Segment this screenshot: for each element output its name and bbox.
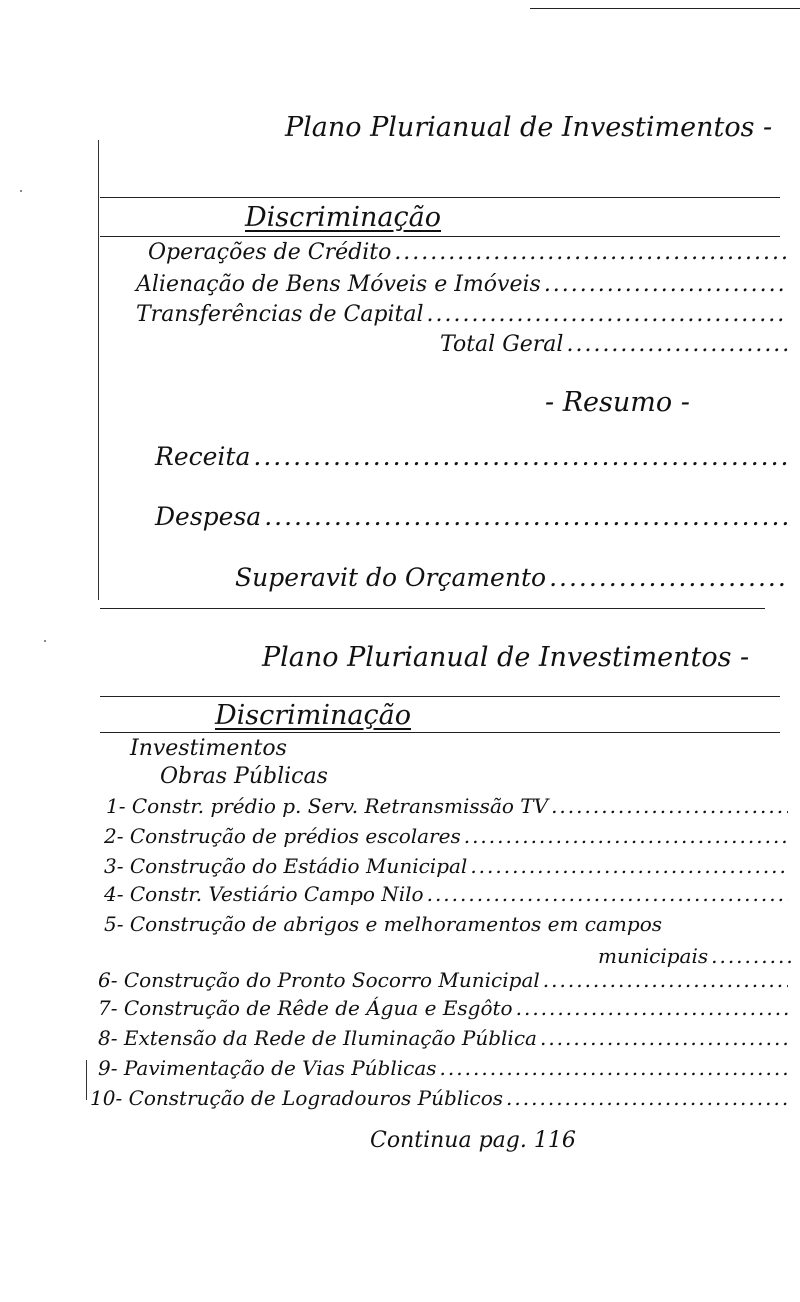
section1-item-3: Transferências de Capital .....	[136, 302, 788, 328]
resumo-rule-bottom	[100, 608, 765, 609]
left-margin-line-lower	[86, 1060, 87, 1100]
section2-item-4: 4- Constr. Vestiário Campo Nilo .....	[104, 882, 788, 906]
section1-rule-top	[100, 197, 780, 198]
speck	[20, 190, 22, 192]
section1-item-1: Operações de Crédito .....	[148, 240, 788, 266]
section1-total: Total Geral .....	[440, 332, 788, 358]
resumo-receita: Receita .....	[155, 442, 788, 472]
section2-item-7: 7- Construção de Rêde de Água e Esgôto .....	[98, 996, 788, 1020]
left-margin-line	[98, 140, 99, 600]
section2-item-2: 2- Construção de prédios escolares .....	[104, 824, 788, 848]
section2-group: Investimentos	[130, 736, 287, 761]
section2-item-5: 5- Construção de abrigos e melhoramentos em campos	[104, 912, 663, 936]
section2-subgroup: Obras Públicas	[160, 764, 328, 789]
section1-item-2: Alienação de Bens Móveis e Imóveis .....	[136, 272, 788, 298]
top-right-rule	[530, 8, 800, 9]
section2-item-3: 3- Construção do Estádio Municipal .....	[104, 854, 788, 878]
section2-heading: Discriminação	[215, 700, 412, 731]
section1-heading: Discriminação	[245, 202, 442, 233]
footer-continuation: Continua pag. 116	[370, 1128, 576, 1153]
resumo-title: - Resumo -	[545, 387, 690, 418]
resumo-superavit: Superavit do Orçamento .....	[235, 563, 788, 593]
section2-rule-heading	[100, 732, 780, 733]
section1-title: Plano Plurianual de Investimentos -	[285, 112, 773, 143]
section2-item-9: 9- Pavimentação de Vias Públicas .....	[98, 1056, 788, 1080]
section2-item-10: 10- Construção de Logradouros Públicos .....	[90, 1086, 788, 1110]
section2-item-1: 1- Constr. prédio p. Serv. Retransmissão TV .....	[106, 794, 788, 818]
section2-item-5-continuation: municipais .....	[598, 944, 794, 968]
section2-rule-top	[100, 696, 780, 697]
section2-item-8: 8- Extensão da Rede de Iluminação Pública .....	[98, 1026, 788, 1050]
speck	[44, 640, 46, 642]
section2-item-6: 6- Construção do Pronto Socorro Municipal .....	[98, 968, 788, 992]
section1-rule-heading	[100, 236, 780, 237]
section2-title: Plano Plurianual de Investimentos -	[262, 642, 750, 673]
resumo-despesa: Despesa .....	[155, 502, 788, 532]
